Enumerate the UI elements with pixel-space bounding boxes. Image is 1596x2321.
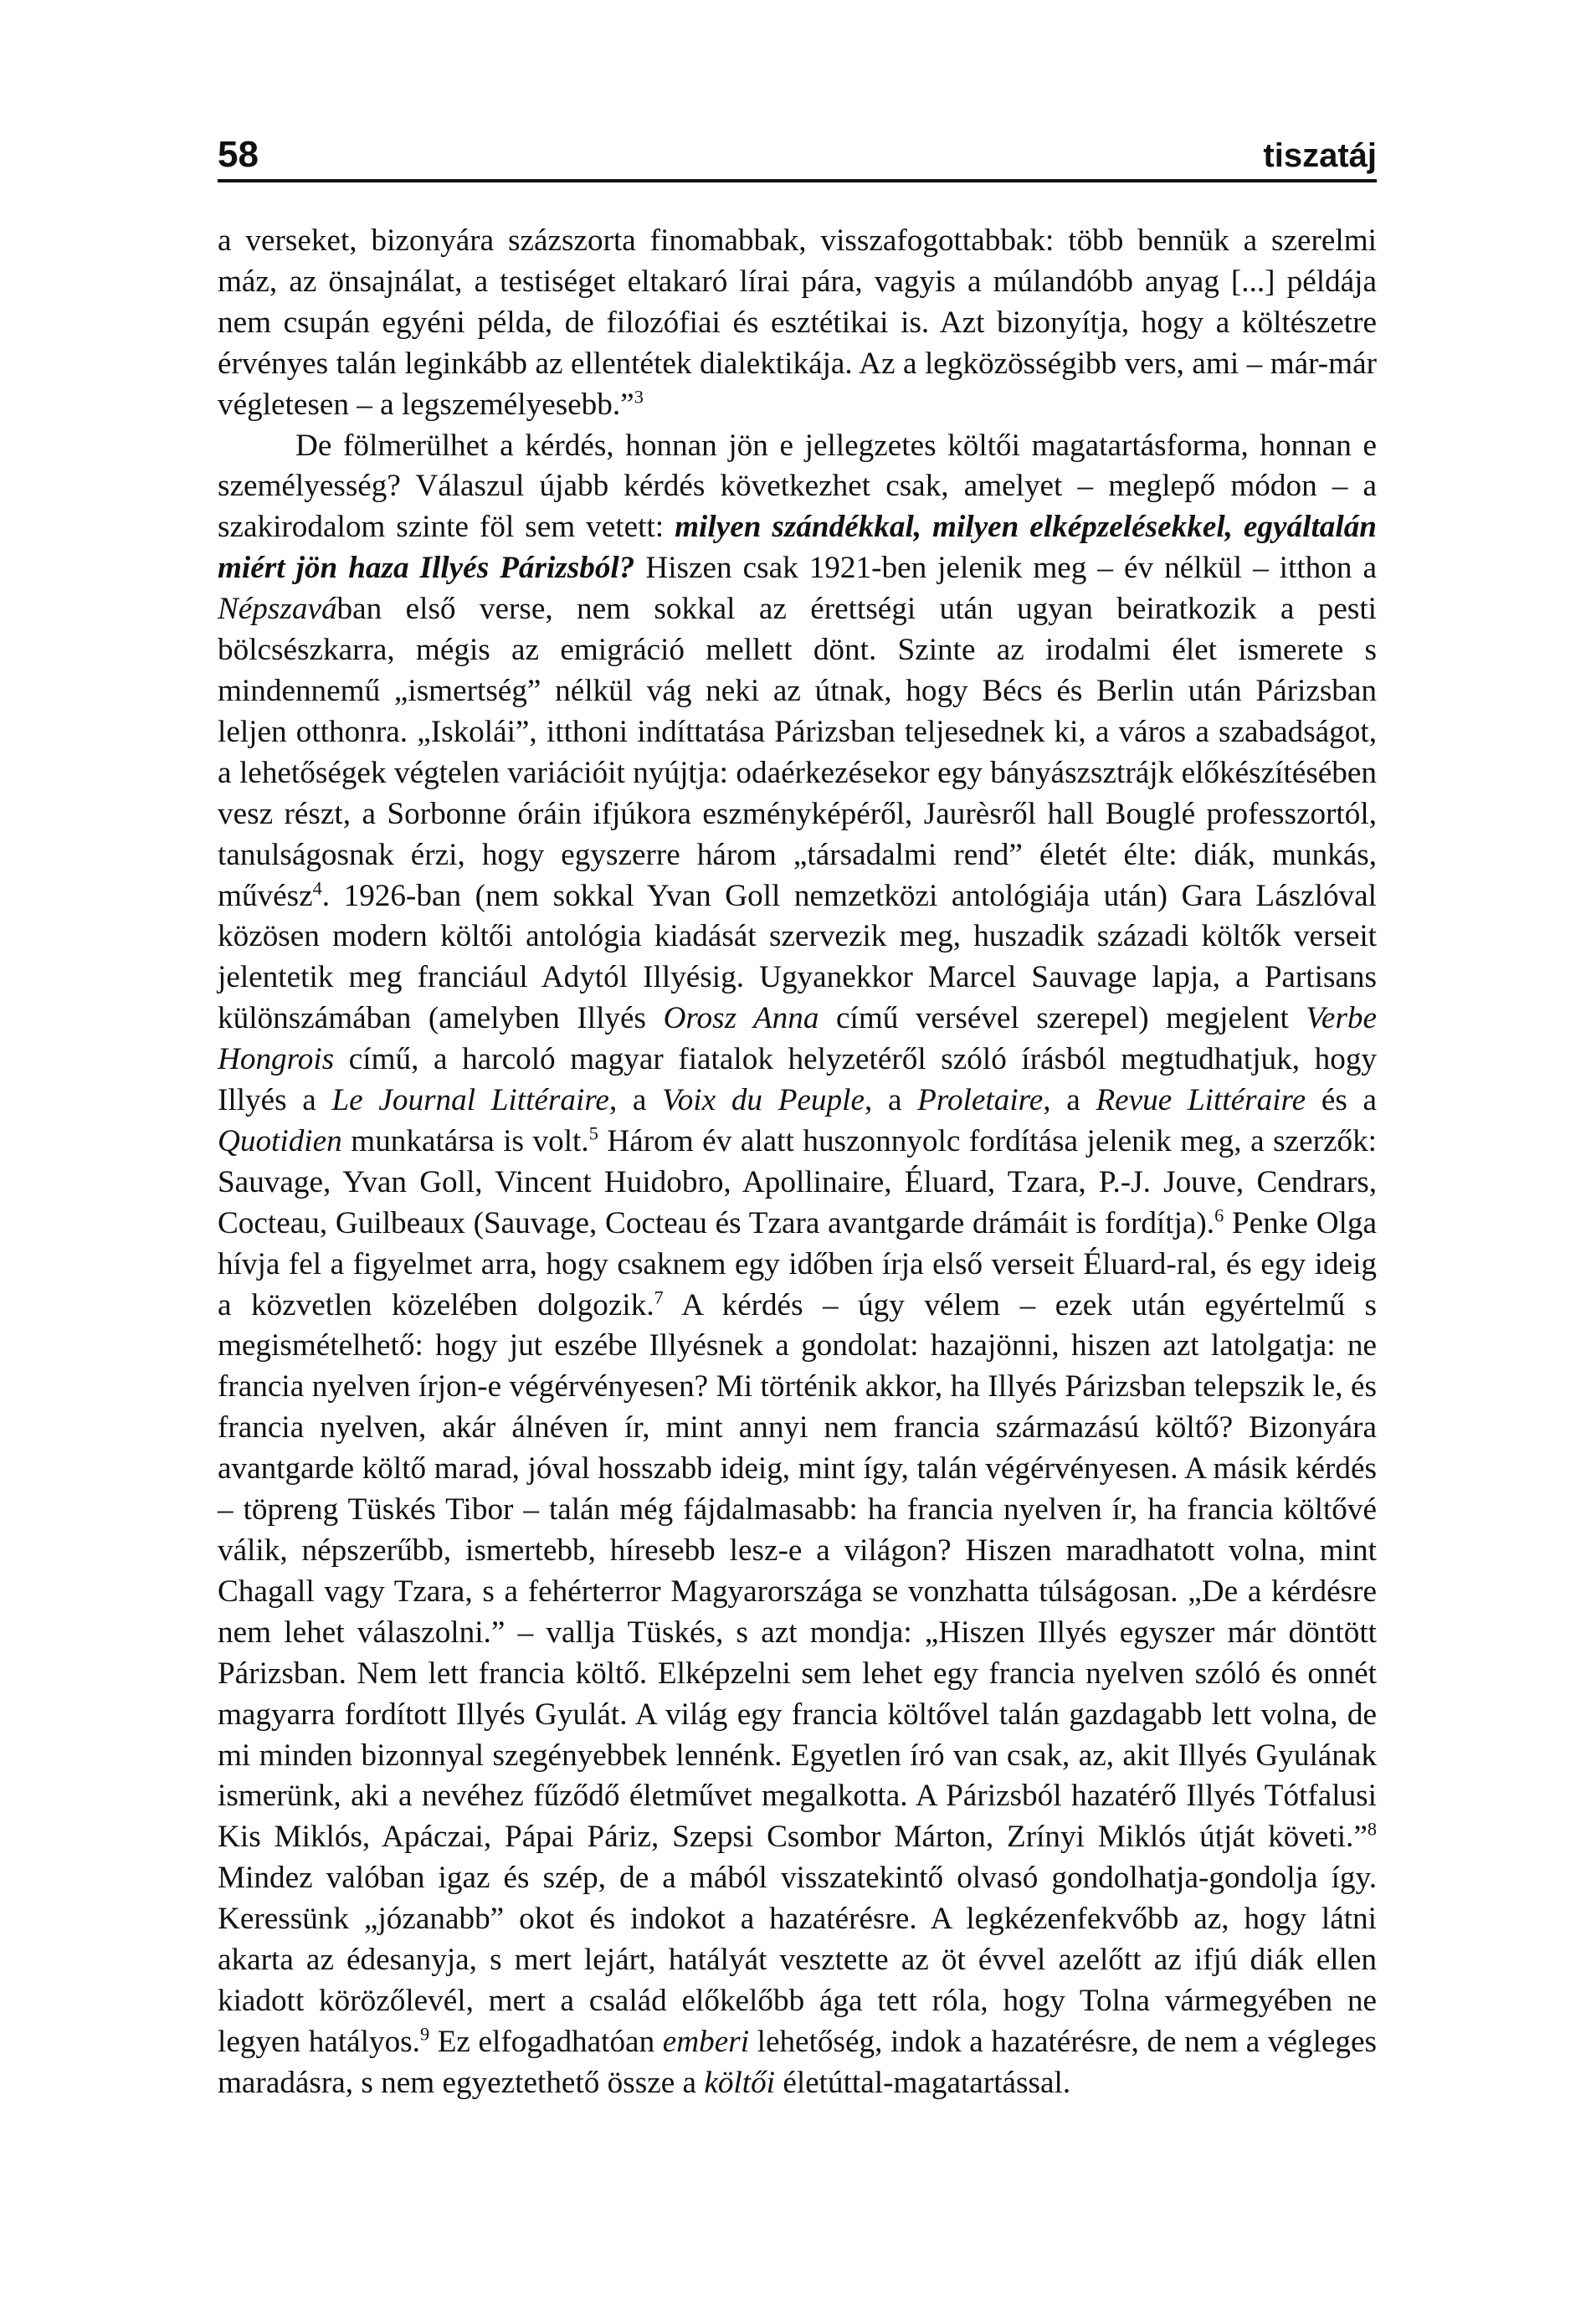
text-run: munkatársa is volt. — [341, 1123, 589, 1158]
text-run: című, a harcoló magyar fiatalok helyzetéről szóló írásból megtudhatjuk, hogy Illyés a — [218, 1042, 1377, 1118]
text-run: ban első verse, nem sokkal az érettségi után ugyan beiratkozik a pesti bölcsészkarra, mégis az emigráció mellett dönt. Szinte az irodalmi élet ismerete s mindennemű „ismertség” nélkül vág neki az útnak, hogy Bécs és Berlin után Párizsban leljen otthonra. „Iskolái”, itthoni indíttatása Párizsban teljesednek ki, a város a szabadságot, a lehetőségek végtelen variációit nyújtja: odaérkezésekor egy bányászsztrájk előkészítésében vesz részt, a Sorbonne óráin ifjúkora eszményképéről, Jaurèsről hall Bouglé professzortól, tanulságosnak érzi, hogy egyszerre három „társadalmi rend” életét élte: diák, munkás, művész — [218, 592, 1377, 913]
italic-text: Proletaire — [917, 1083, 1044, 1118]
italic-text: Orosz Anna — [663, 1001, 819, 1036]
text-run: életúttal-magatartással. — [775, 2065, 1071, 2100]
text-run: Hiszen csak 1921-ben jelenik meg – év nélkül – itthon a — [634, 551, 1377, 586]
text-run: De fölmerülhet a kérdés, honnan jön e jellegzetes költői magatartásforma, honnan e személyesség? Válaszul újabb kérdés következhet csak, amelyet – meglepő módon – a szakirodalom szinte föl sem vetett: — [218, 428, 1377, 545]
italic-text: Verbe Hongrois — [218, 1001, 1378, 1077]
footnote-ref: 4 — [312, 877, 322, 899]
paragraph — [218, 426, 1377, 2104]
italic-text: Voix du Peuple — [662, 1083, 865, 1118]
journal-name: tiszatáj — [1263, 137, 1377, 174]
text-run: A kérdés – úgy vélem – ezek után egyértelmű s megismételhető: hogy jut eszébe Illyésnek a gondolat: hazajönni, hiszen azt latolgatja: ne francia nyelven írjon-e végérvényesen? Mi történik akkor, ha Illyés Párizsban telepszik le, és francia nyelven, akár álnéven ír, mint annyi nem francia származású költő? Bizonyára avantgarde költő marad, jóval hosszabb ideig, mint így, talán végérvényesen. A másik kérdés – töpreng Tüskés Tibor – talán még fájdalmasabb: ha francia nyelven ír, ha francia költővé válik, népszerűbb, ismertebb, híresebb lesz-e a világon? Hiszen maradhatott volna, mint Chagall vagy Tzara, s a fehérterror Magyarországa se vonzhatta túlságosan. „De a kérdésre nem lehet válaszolni.” – vallja Tüskés, s azt mondja: „Hiszen Illyés egyszer már döntött Párizsban. Nem lett francia költő. Elképzelni sem lehet egy francia nyelven szóló és onnét magyarra fordított Illyés Gyulát. A világ egy francia költővel talán gazdagabb lett volna, de mi minden bizonnyal szegényebbek lennénk. Egyetlen író van csak, az, akit Illyés Gyulának ismerünk, aki a nevéhez fűződő életművet megalkotta. A Párizsból hazatérő Illyés Tótfalusi Kis Miklós, Apáczai, Pápai Páriz, Szepsi Csombor Márton, Zrínyi Miklós útját követi.” — [218, 1287, 1377, 1855]
italic-text: költői — [704, 2065, 776, 2100]
footnote-ref: 6 — [1214, 1204, 1224, 1226]
text-run: . 1926-ban (nem sokkal Yvan Goll nemzetközi antológiája után) Gara Lászlóval közösen modern költői antológia kiadását szervezik meg, huszadik századi költők verseit jelentetik meg franciául Adytól Illyésig. Ugyanekkor Marcel Sauvage lapja, a Partisans különszámában (amelyben Illyés — [218, 878, 1377, 1036]
text-run: , a — [608, 1083, 663, 1118]
italic-text: emberi — [662, 2024, 750, 2059]
page-number: 58 — [218, 134, 259, 175]
text-run: , a — [1043, 1083, 1096, 1118]
footnote-ref: 3 — [634, 386, 644, 408]
footnote-ref: 7 — [654, 1286, 664, 1308]
text-run: Ez elfogadhatóan — [429, 2024, 663, 2059]
emphasized-question: milyen szándékkal, milyen elképzelésekkel, egyáltalán miért jön haza Illyés Párizsból? — [218, 510, 1377, 586]
italic-text: Le Journal Littéraire — [331, 1083, 609, 1118]
italic-text: Népszavá — [218, 592, 337, 627]
text-run: Penke Olga hívja fel a figyelmet arra, hogy csaknem egy időben írja első verseit Éluard-ral, és egy ideig a közvetlen közelében dolgozik. — [218, 1205, 1377, 1322]
text-run: Mindez valóban igaz és szép, de a mából visszatekintő olvasó gondolhatja-gondolja így. Keressünk „józanabb” okot és indokot a hazatérésre. A legkézenfekvőbb az, hogy látni akarta az édesanyja, s mert lejárt, hatályát vesztette az öt évvel azelőtt az ifjú diák ellen kiadott körözőlevél, mert a család előkelőbb ága tett róla, hogy Tolna vármegyében ne legyen hatályos. — [218, 1861, 1377, 2059]
running-head — [218, 134, 1377, 182]
italic-text: Quotidien — [218, 1123, 342, 1158]
italic-text: Revue Littéraire — [1096, 1083, 1306, 1118]
text-run: című versével szerepel) megjelent — [819, 1001, 1306, 1036]
footnote-ref: 5 — [588, 1122, 598, 1144]
page — [218, 134, 1377, 2104]
footnote-ref: 8 — [1367, 1818, 1377, 1840]
text-run: és a — [1306, 1083, 1377, 1118]
text-run: lehetőség, indok a hazatérésre, de nem a végleges maradásra, s nem egyeztethető össze a — [218, 2024, 1377, 2100]
text-run: a verseket, bizonyára százszorta finomabbak, visszafogottabbak: több bennük a szerelmi máz, az önsajnálat, a testiséget eltakaró lírai pára, vagyis a múlandóbb anyag [...] példája nem csupán egyéni példa, de filozófiai és esztétikai is. Azt bizonyítja, hogy a költészetre érvényes talán leginkább az ellentétek dialektikája. Az a legközösségibb vers, ami – már-már végletesen – a legszemélyesebb.” — [218, 223, 1377, 422]
text-run: , a — [864, 1083, 918, 1118]
text-run: Három év alatt huszonnyolc fordítása jelenik meg, a szerzők: Sauvage, Yvan Goll, Vincent Huidobro, Apollinaire, Éluard, Tzara, P.-J. Jouve, Cendrars, Cocteau, Guilbeaux (Sauvage, Cocteau és Tzara avantgarde drámáit is fordítja). — [218, 1123, 1377, 1240]
footnote-ref: 9 — [419, 2023, 430, 2045]
article-body — [218, 221, 1377, 2104]
paragraph — [218, 221, 1377, 426]
